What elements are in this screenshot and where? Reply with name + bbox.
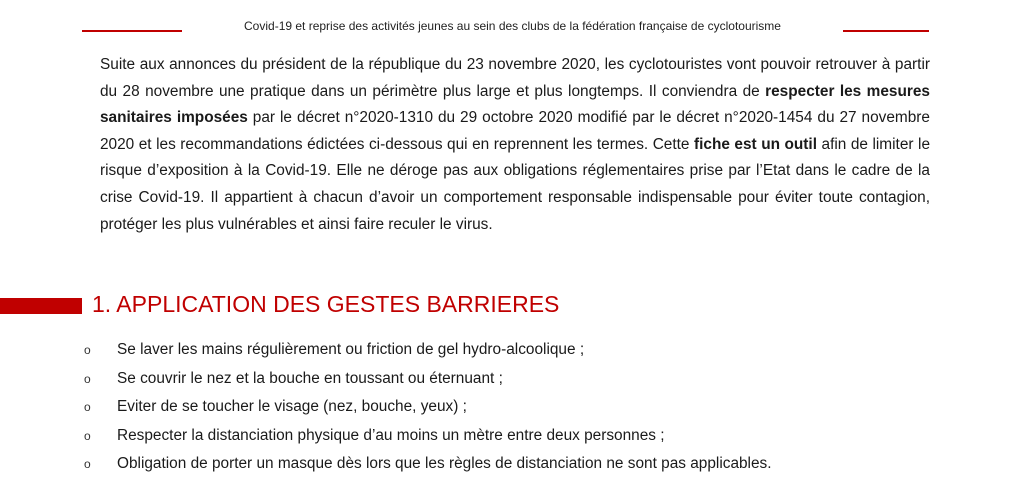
header-rule-right	[843, 30, 929, 32]
intro-text-2: par le décret n°2020-1310 du 29 octobre 2020 modifié par le décret n°2020-1454 du 27 novembre 2020 et les recommandations édictées ci-dessous qui en reprennent les termes. Cette	[100, 109, 930, 153]
bullet-marker: o	[84, 400, 91, 414]
bullet-marker: o	[84, 457, 91, 471]
header-rule-left	[82, 30, 182, 32]
bullet-marker: o	[84, 343, 91, 357]
intro-bold-2: fiche est un outil	[694, 135, 817, 153]
list-item	[0, 336, 1024, 365]
intro-text-3: afin de limiter le risque d’exposition à la Covid-19. Elle ne déroge pas aux obligations réglementaires prise par l’Etat dans le cadre de la crise Covid-19. Il appartient à chacun d’avoir un comportement responsable indispensable pour éviter toute contagion, protéger les plus vulnérables et ainsi faire reculer le virus.	[100, 135, 931, 233]
list-item-text: Respecter la distanciation physique d’au moins un mètre entre deux personnes ;	[117, 426, 665, 444]
list-item-text: Se couvrir le nez et la bouche en toussant ou éternuant ;	[117, 369, 503, 387]
bullet-list	[0, 336, 1024, 479]
list-item	[0, 365, 1024, 394]
section-title: 1. APPLICATION DES GESTES BARRIERES	[92, 291, 560, 317]
list-item-text: Obligation de porter un masque dès lors que les règles de distanciation ne sont pas applicables.	[117, 455, 772, 472]
list-item	[0, 450, 1024, 479]
intro-text-1: Suite aux annonces du président de la république du 23 novembre 2020, les cyclotouristes vont pouvoir retrouver à partir du 28 novembre une pratique dans un périmètre plus large et plus longtemps. Il conviendra de	[100, 56, 930, 100]
intro-paragraph	[100, 52, 930, 238]
bullet-marker: o	[84, 428, 91, 443]
list-item	[0, 422, 1024, 451]
bullet-marker: o	[84, 371, 91, 386]
list-item-text: Se laver les mains régulièrement ou friction de gel hydro-alcoolique ;	[117, 341, 585, 358]
intro-bold-1: respecter les mesures sanitaires imposées	[100, 82, 930, 127]
list-item	[0, 393, 1024, 422]
section-accent-bar	[0, 298, 82, 314]
list-item-text: Eviter de se toucher le visage (nez, bouche, yeux) ;	[117, 398, 467, 415]
page-header-title: Covid-19 et reprise des activités jeunes au sein des clubs de la fédération française de cyclotourisme	[244, 19, 781, 33]
